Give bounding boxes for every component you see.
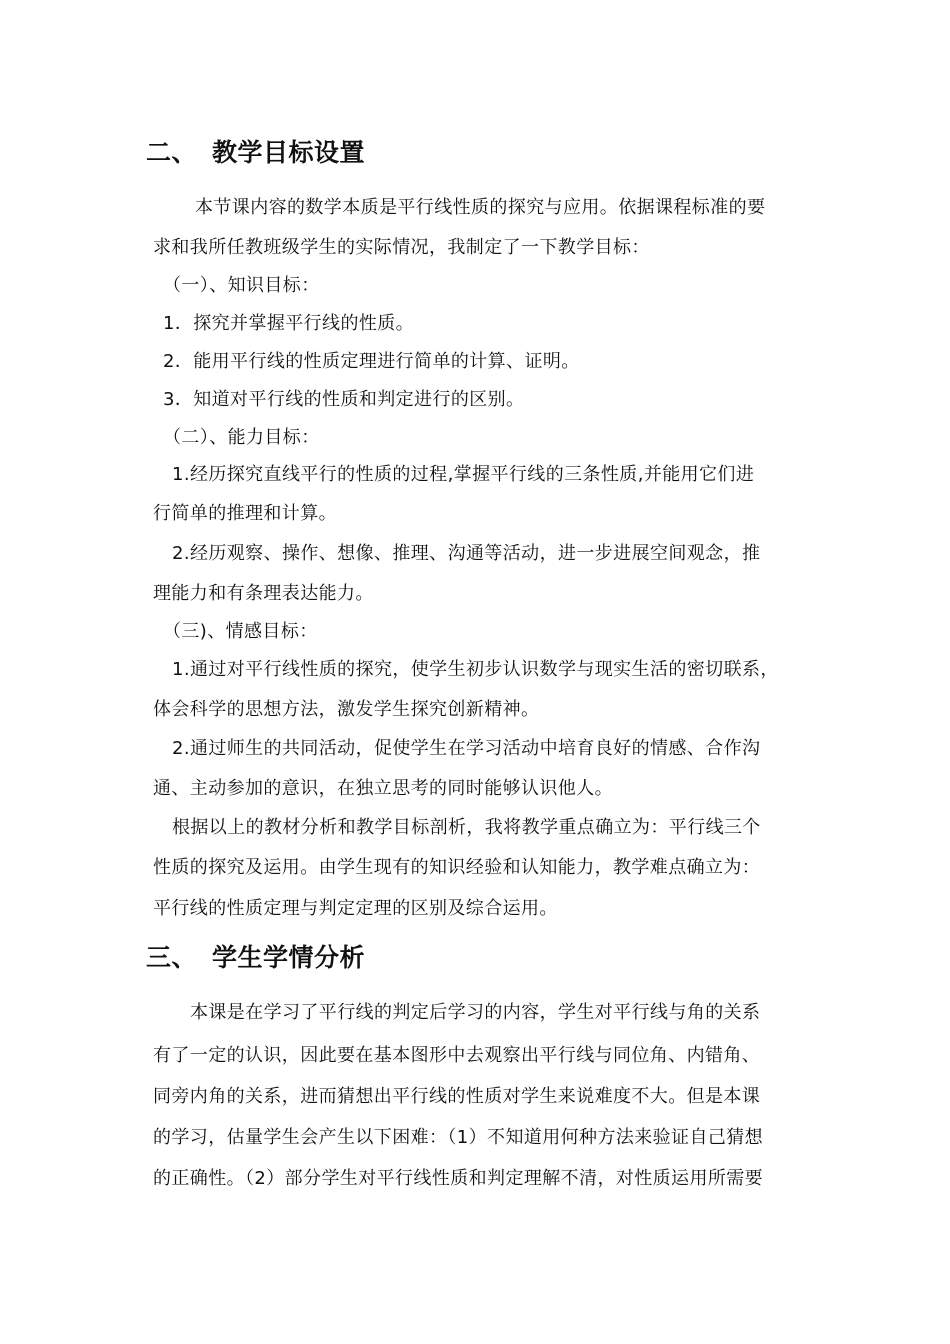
list-item: 1．探究并掌握平行线的性质。 <box>163 313 415 334</box>
paragraph-line: 同旁内角的关系，进而猜想出平行线的性质对学生来说难度不大。但是本课 <box>153 1086 761 1107</box>
subheading-emotion: （三)、情感目标： <box>163 621 318 642</box>
section-title: 教学目标设置 <box>212 138 366 167</box>
subheading-ability: （二）、能力目标： <box>163 427 320 448</box>
paragraph-line: 本课是在学习了平行线的判定后学习的内容，学生对平行线与角的关系 <box>190 1002 761 1023</box>
list-item: 2.通过师生的共同活动，促使学生在学习活动中培育良好的情感、合作沟 <box>172 738 761 759</box>
list-item-continued: 通、主动参加的意识，在独立思考的同时能够认识他人。 <box>153 778 613 799</box>
conclusion-line: 平行线的性质定理与判定定理的区别及综合运用。 <box>153 898 558 919</box>
conclusion-line: 根据以上的教材分析和教学目标剖析，我将教学重点确立为：平行线三个 <box>172 817 761 838</box>
list-item: 1.经历探究直线平行的性质的过程,掌握平行线的三条性质,并能用它们进 <box>172 464 755 485</box>
subheading-knowledge: （一）、知识目标： <box>163 275 320 296</box>
intro-line: 求和我所任教班级学生的实际情况，我制定了一下教学目标： <box>153 237 650 258</box>
paragraph-line: 的正确性。（2）部分学生对平行线性质和判定理解不清，对性质运用所需要 <box>153 1168 764 1189</box>
list-item: 1.通过对平行线性质的探究，使学生初步认识数学与现实生活的密切联系， <box>172 659 779 680</box>
paragraph-line: 有了一定的认识，因此要在基本图形中去观察出平行线与同位角、内错角、 <box>153 1045 761 1066</box>
section-number: 三、 <box>146 943 198 972</box>
paragraph-line: 的学习，估量学生会产生以下困难：（1）不知道用何种方法来验证自己猜想 <box>153 1127 764 1148</box>
section-heading-student-analysis <box>146 938 365 974</box>
list-item-continued: 体会科学的思想方法，激发学生探究创新精神。 <box>153 699 540 720</box>
conclusion-line: 性质的探究及运用。由学生现有的知识经验和认知能力，教学难点确立为： <box>153 857 761 878</box>
list-item: 3．知道对平行线的性质和判定进行的区别。 <box>163 389 525 410</box>
section-heading-teaching-goals <box>146 133 365 169</box>
section-number: 二、 <box>146 138 198 167</box>
intro-line: 本节课内容的数学本质是平行线性质的探究与应用。依据课程标准的要 <box>195 197 766 218</box>
list-item-continued: 行简单的推理和计算。 <box>153 503 337 524</box>
section-title: 学生学情分析 <box>212 943 366 972</box>
list-item: 2.经历观察、操作、想像、推理、沟通等活动，进一步进展空间观念，推 <box>172 543 761 564</box>
list-item-continued: 理能力和有条理表达能力。 <box>153 583 374 604</box>
list-item: 2．能用平行线的性质定理进行简单的计算、证明。 <box>163 351 580 372</box>
